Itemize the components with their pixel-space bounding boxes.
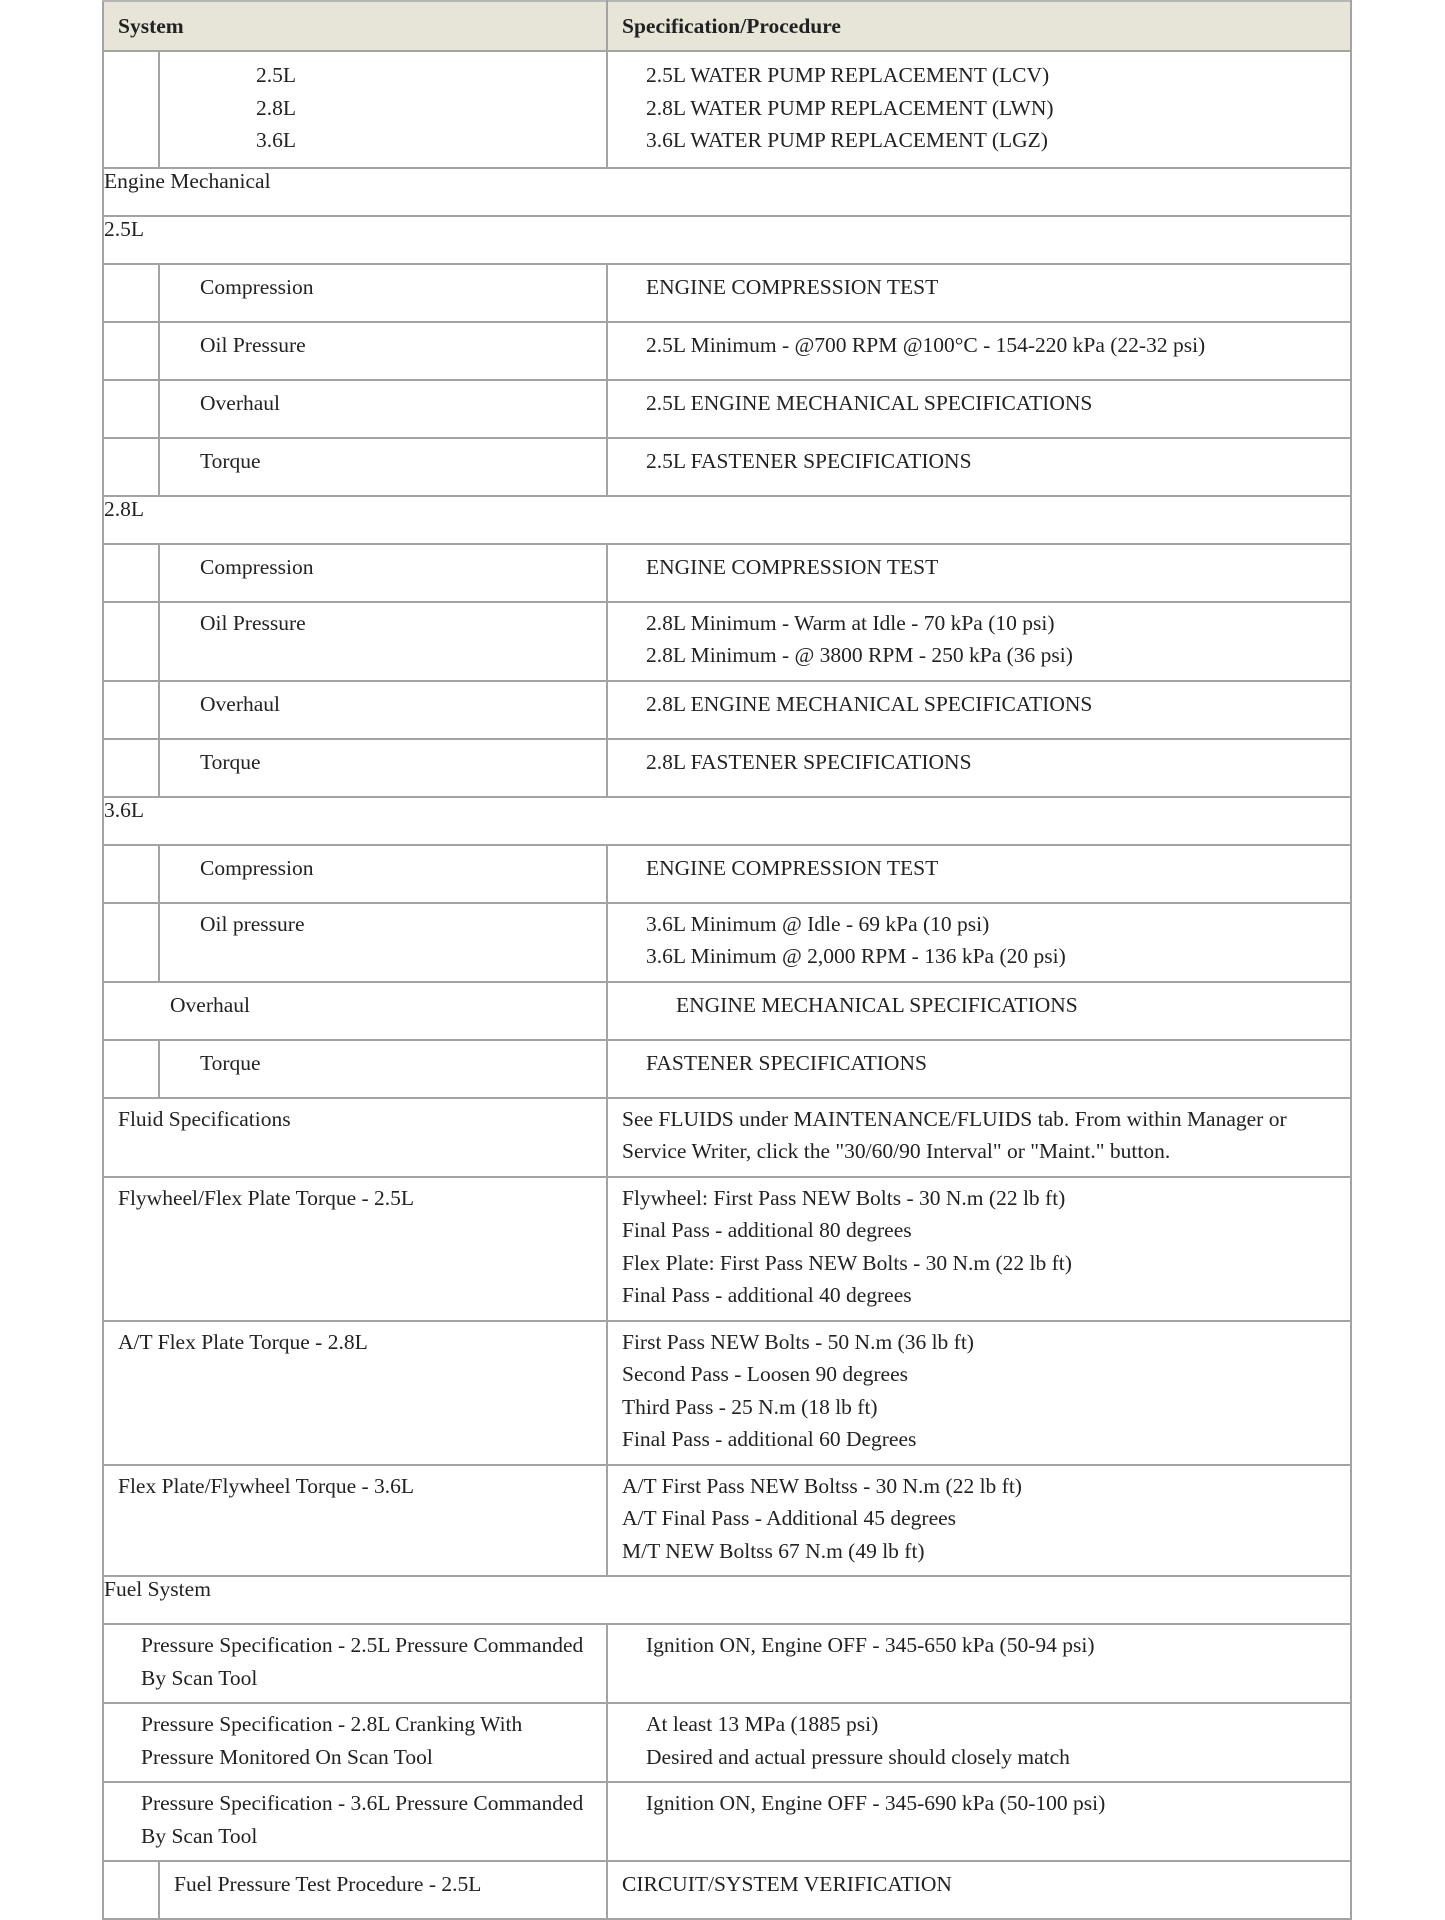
table-row <box>103 845 1351 903</box>
row-label: Flex Plate/Flywheel Torque - 3.6L <box>103 1465 607 1577</box>
engine-list-cell: 2.5L 2.8L 3.6L <box>159 51 607 168</box>
row-label: Torque <box>159 739 607 797</box>
row-spec: ENGINE COMPRESSION TEST <box>607 264 1351 322</box>
table-row <box>103 903 1351 982</box>
row-spec: 2.5L ENGINE MECHANICAL SPECIFICATIONS <box>607 380 1351 438</box>
row-spec: At least 13 MPa (1885 psi) Desired and actual pressure should closely match <box>607 1703 1351 1782</box>
row-label: Oil Pressure <box>159 602 607 681</box>
row-spec: ENGINE MECHANICAL SPECIFICATIONS <box>607 982 1351 1040</box>
indent-rail <box>103 845 159 903</box>
table-row <box>103 982 1351 1040</box>
row-spec: Flywheel: First Pass NEW Bolts - 30 N.m (22 lb ft) Final Pass - additional 80 degrees Flex Plate: First Pass NEW Bolts - 30 N.m (22 lb ft) Final Pass - additional 40 degrees <box>607 1177 1351 1321</box>
row-spec: First Pass NEW Bolts - 50 N.m (36 lb ft) Second Pass - Loosen 90 degrees Third Pass - 25 N.m (18 lb ft) Final Pass - additional 60 Degrees <box>607 1321 1351 1465</box>
row-label: Overhaul <box>159 681 607 739</box>
table-row <box>103 681 1351 739</box>
table-row <box>103 1098 1351 1177</box>
row-label: Compression <box>159 544 607 602</box>
row-spec: Ignition ON, Engine OFF - 345-690 kPa (50-100 psi) <box>607 1782 1351 1861</box>
row-label: Fluid Specifications <box>103 1098 607 1177</box>
table-row <box>103 322 1351 380</box>
row-label: Pressure Specification - 2.8L Cranking With Pressure Monitored On Scan Tool <box>103 1703 607 1782</box>
indent-rail <box>103 681 159 739</box>
table-row <box>103 1321 1351 1465</box>
table-header-row <box>103 1 1351 51</box>
specifications-table <box>102 0 1352 1920</box>
row-spec: 2.5L FASTENER SPECIFICATIONS <box>607 438 1351 496</box>
indent-rail <box>103 438 159 496</box>
table-row <box>103 1177 1351 1321</box>
water-pump-procedures-cell: 2.5L WATER PUMP REPLACEMENT (LCV) 2.8L WATER PUMP REPLACEMENT (LWN) 3.6L WATER PUMP REPLACEMENT (LGZ) <box>607 51 1351 168</box>
header-system: System <box>103 1 607 51</box>
row-spec: 2.8L FASTENER SPECIFICATIONS <box>607 739 1351 797</box>
table-row <box>103 264 1351 322</box>
row-label: Torque <box>159 1040 607 1098</box>
row-label: Oil Pressure <box>159 322 607 380</box>
row-spec: CIRCUIT/SYSTEM VERIFICATION <box>607 1861 1351 1919</box>
group-row <box>103 496 1351 544</box>
row-spec: 2.5L Minimum - @700 RPM @100°C - 154-220 kPa (22-32 psi) <box>607 322 1351 380</box>
row-label: Compression <box>159 264 607 322</box>
group-3-6l: 3.6L <box>103 797 1351 845</box>
row-label: Flywheel/Flex Plate Torque - 2.5L <box>103 1177 607 1321</box>
indent-rail <box>103 903 159 982</box>
row-spec: FASTENER SPECIFICATIONS <box>607 1040 1351 1098</box>
indent-rail <box>103 739 159 797</box>
row-label: Torque <box>159 438 607 496</box>
row-spec: See FLUIDS under MAINTENANCE/FLUIDS tab. From within Manager or Service Writer, click the "30/60/90 Interval" or "Maint." button. <box>607 1098 1351 1177</box>
row-label: Overhaul <box>159 380 607 438</box>
section-fuel-system: Fuel System <box>103 1576 1351 1624</box>
indent-rail <box>103 602 159 681</box>
row-spec: 2.8L ENGINE MECHANICAL SPECIFICATIONS <box>607 681 1351 739</box>
row-spec: 2.8L Minimum - Warm at Idle - 70 kPa (10 psi) 2.8L Minimum - @ 3800 RPM - 250 kPa (36 psi) <box>607 602 1351 681</box>
row-spec: 3.6L Minimum @ Idle - 69 kPa (10 psi) 3.6L Minimum @ 2,000 RPM - 136 kPa (20 psi) <box>607 903 1351 982</box>
table-row <box>103 380 1351 438</box>
table-row <box>103 1782 1351 1861</box>
section-engine-mechanical: Engine Mechanical <box>103 168 1351 216</box>
row-label: A/T Flex Plate Torque - 2.8L <box>103 1321 607 1465</box>
indent-rail <box>103 322 159 380</box>
group-row <box>103 216 1351 264</box>
row-label: Pressure Specification - 2.5L Pressure Commanded By Scan Tool <box>103 1624 607 1703</box>
indent-rail <box>103 51 159 168</box>
header-spec: Specification/Procedure <box>607 1 1351 51</box>
section-row <box>103 168 1351 216</box>
row-label: Compression <box>159 845 607 903</box>
group-2-8l: 2.8L <box>103 496 1351 544</box>
table-row <box>103 544 1351 602</box>
indent-rail <box>103 1040 159 1098</box>
group-2-5l: 2.5L <box>103 216 1351 264</box>
row-label: Fuel Pressure Test Procedure - 2.5L <box>159 1861 607 1919</box>
table-row <box>103 1040 1351 1098</box>
table-row <box>103 1703 1351 1782</box>
row-spec: Ignition ON, Engine OFF - 345-650 kPa (50-94 psi) <box>607 1624 1351 1703</box>
indent-rail <box>103 380 159 438</box>
table-row <box>103 1465 1351 1577</box>
table-row <box>103 438 1351 496</box>
row-spec: A/T First Pass NEW Boltss - 30 N.m (22 lb ft) A/T Final Pass - Additional 45 degrees M/T NEW Boltss 67 N.m (49 lb ft) <box>607 1465 1351 1577</box>
indent-rail <box>103 264 159 322</box>
table-row <box>103 739 1351 797</box>
group-row <box>103 797 1351 845</box>
table-row <box>103 1624 1351 1703</box>
row-label: Pressure Specification - 3.6L Pressure Commanded By Scan Tool <box>103 1782 607 1861</box>
row-spec: ENGINE COMPRESSION TEST <box>607 845 1351 903</box>
row-label: Overhaul <box>103 982 607 1040</box>
table-row <box>103 602 1351 681</box>
row-spec: ENGINE COMPRESSION TEST <box>607 544 1351 602</box>
section-row <box>103 1576 1351 1624</box>
table-row <box>103 51 1351 168</box>
row-label: Oil pressure <box>159 903 607 982</box>
indent-rail <box>103 544 159 602</box>
